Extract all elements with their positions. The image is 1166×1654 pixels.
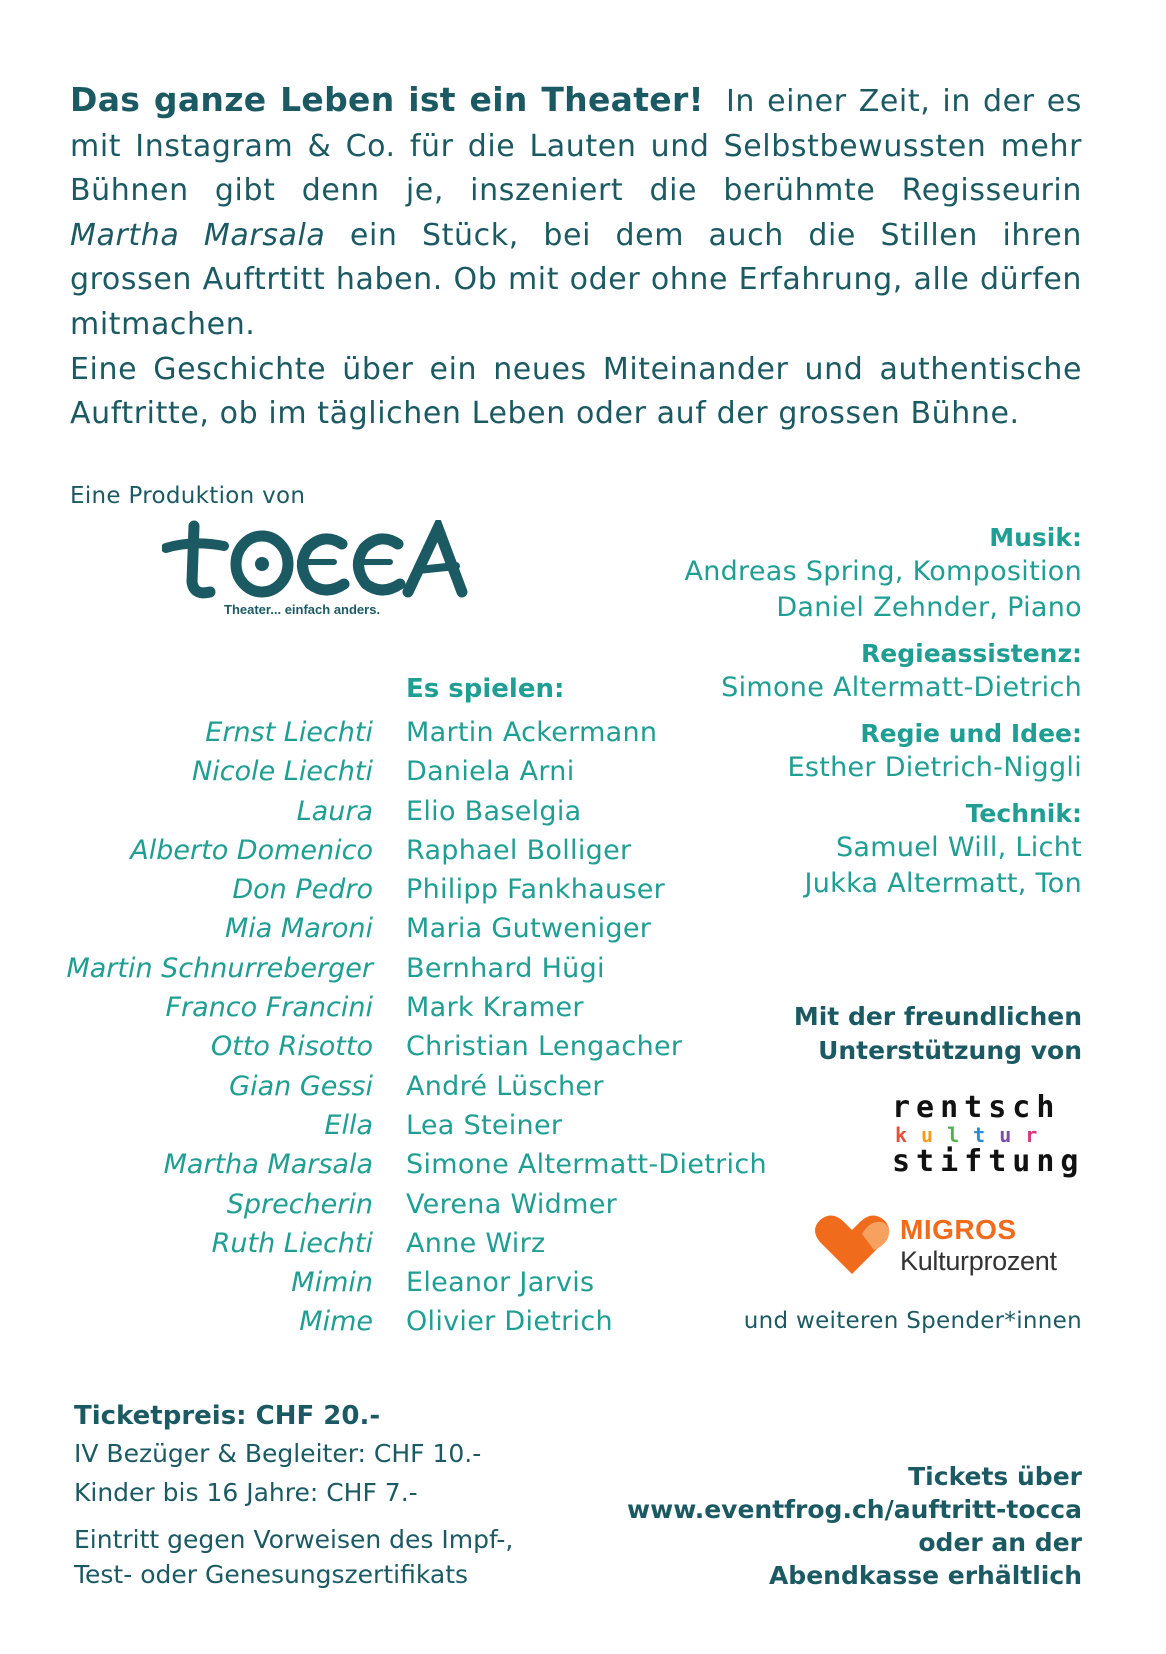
- cast-role: Laura: [296, 795, 373, 827]
- rentsch-logo-line-3: stiftung: [892, 1144, 1085, 1179]
- crew-member: Esther Dietrich-Niggli: [787, 752, 1082, 783]
- cast-role: Don Pedro: [232, 874, 373, 906]
- cast-actor: Daniela Arni: [406, 756, 575, 788]
- sponsor-heading: [702, 1000, 1082, 1068]
- crew-group-music: [662, 522, 1082, 626]
- cast-role: Alberto Domenico: [130, 834, 373, 866]
- ticket-prices: [74, 1398, 594, 1592]
- certificate-notice-line-1: Eintritt gegen Vorweisen des Impf-,: [74, 1525, 514, 1554]
- rentsch-logo-line-1: rentsch: [892, 1090, 1061, 1125]
- cast-role: Mime: [299, 1306, 373, 1338]
- production-label: Eine Produktion von: [70, 483, 306, 509]
- cast-role: Martha Marsala: [163, 1149, 373, 1181]
- crew-member: Jukka Altermatt, Ton: [804, 868, 1082, 899]
- ticket-price: Ticketpreis: CHF 20.-: [74, 1401, 381, 1431]
- intro-paragraph-2: Eine Geschichte über ein neues Miteinander und authentische Auftritte, ob im täglichen Leben oder auf der grossen Bühne.: [70, 351, 1082, 432]
- intro-director-name: Martha Marsala: [70, 217, 326, 253]
- cast-actor: André Lüscher: [406, 1070, 604, 1102]
- ticket-reduced-children: Kinder bis 16 Jahre: CHF 7.-: [74, 1478, 418, 1507]
- cast-role: Sprecherin: [226, 1188, 373, 1220]
- cast-role: Otto Risotto: [210, 1031, 373, 1063]
- ticket-info: [562, 1460, 1082, 1592]
- crew-member: Daniel Zehnder, Piano: [776, 592, 1082, 623]
- cast-role: Ella: [324, 1109, 373, 1141]
- crew-group-assistant: [662, 638, 1082, 706]
- cast-role: Franco Francini: [165, 992, 373, 1024]
- certificate-notice-line-2: Test- oder Genesungszertifikats: [74, 1560, 469, 1589]
- crew-member: Andreas Spring, Komposition: [684, 556, 1082, 587]
- cast-actor: Raphael Bolliger: [406, 834, 632, 866]
- migros-name: MIGROS: [900, 1214, 1017, 1245]
- tocca-logo-graphic: [162, 520, 482, 630]
- heart-icon: [812, 1212, 892, 1278]
- intro-paragraph-1: [70, 78, 1082, 348]
- cast-role: Ernst Liechti: [205, 717, 373, 748]
- crew-heading: Technik:: [965, 799, 1082, 828]
- cast-actor: Anne Wirz: [406, 1227, 546, 1259]
- crew-member: Samuel Will, Licht: [835, 832, 1082, 863]
- cast-actor: Simone Altermatt-Dietrich: [406, 1149, 767, 1181]
- ticket-info-line-3: oder an der: [918, 1528, 1082, 1557]
- ticket-url[interactable]: www.eventfrog.ch/auftritt-tocca: [627, 1495, 1082, 1524]
- intro-lead: Das ganze Leben ist ein Theater!: [70, 80, 704, 119]
- tocca-logo: [162, 520, 482, 630]
- ticket-reduced-iv: IV Bezüger & Begleiter: CHF 10.-: [74, 1439, 482, 1468]
- sponsor-heading-line-2: Unterstützung von: [818, 1036, 1082, 1065]
- cast-actor: Olivier Dietrich: [406, 1306, 613, 1338]
- intro-text-2: ein Stück, bei dem auch die Stillen ihren grossen Auftrtitt haben. Ob mit oder ohne Erfahrung, alle dürfen mitmachen.: [70, 217, 1082, 342]
- ticket-info-line-4: Abendkasse erhältlich: [768, 1561, 1082, 1590]
- cast-actor: Maria Gutweniger: [406, 913, 652, 945]
- crew-heading: Musik:: [989, 523, 1082, 552]
- crew-heading: Regieassistenz:: [861, 639, 1082, 668]
- intro-text: [70, 78, 1082, 437]
- cast-roles: [33, 713, 373, 1342]
- crew-member: Simone Altermatt-Dietrich: [721, 672, 1082, 703]
- tocca-tagline: Theater... einfach anders.: [224, 602, 381, 617]
- cast-actor: Christian Lengacher: [406, 1031, 683, 1063]
- sponsor-heading-line-1: Mit der freundlichen: [793, 1002, 1082, 1031]
- ticket-info-line-1: Tickets über: [908, 1462, 1082, 1491]
- cast-actor: Mark Kramer: [406, 992, 584, 1024]
- cast-actor: Bernhard Hügi: [406, 952, 605, 984]
- migros-sub: Kulturprozent: [900, 1246, 1057, 1276]
- cast-title: Es spielen:: [406, 674, 565, 704]
- cast-actor: Eleanor Jarvis: [406, 1267, 595, 1299]
- intro-text-1: In einer Zeit, in der es mit Instagram & Co. für die Lauten und Selbstbewussten mehr Bühnen gibt denn je, inszeniert die berühmte Regisseurin: [70, 84, 1083, 209]
- rentsch-logo-line-2: kultur: [895, 1123, 1052, 1147]
- cast-role: Nicole Liechti: [192, 756, 373, 788]
- rentsch-kultur-stiftung-logo: [892, 1090, 1085, 1186]
- crew-heading: Regie und Idee:: [860, 719, 1082, 748]
- cast-actor: Verena Widmer: [406, 1188, 618, 1220]
- cast-role: Mia Maroni: [225, 913, 373, 945]
- other-donors: und weiteren Spender*innen: [743, 1308, 1082, 1334]
- cast-role: Ruth Liechti: [211, 1227, 373, 1259]
- cast-role: Mimin: [291, 1267, 373, 1299]
- cast-actor: Martin Ackermann: [406, 717, 658, 748]
- cast-actor: Elio Baselgia: [406, 795, 582, 827]
- migros-kulturprozent-logo: [812, 1210, 1082, 1280]
- cast-actor: Philipp Fankhauser: [406, 874, 666, 906]
- certificate-notice: [74, 1522, 594, 1592]
- cast-role: Gian Gessi: [229, 1070, 373, 1102]
- cast-actor: Lea Steiner: [406, 1109, 563, 1141]
- cast-role: Martin Schnurreberger: [66, 952, 373, 984]
